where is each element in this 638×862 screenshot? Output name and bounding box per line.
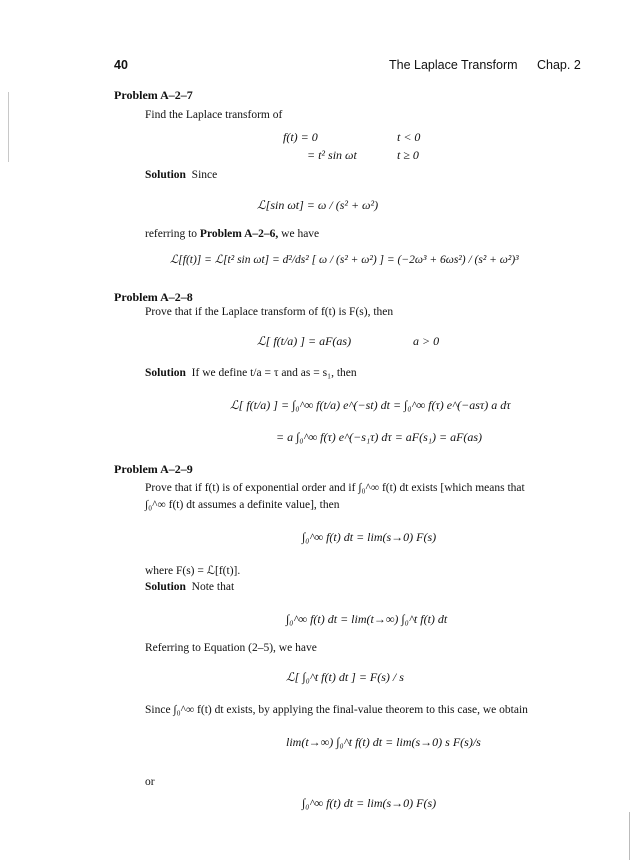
equation-condition: t ≥ 0	[397, 148, 419, 162]
solution-text: Note that	[191, 581, 235, 593]
equation: ∫₀^∞ f(t) dt = lim(t→∞) ∫₀^t f(t) dt	[286, 612, 448, 626]
equation-condition: a > 0	[413, 334, 440, 348]
equation: ℒ[sin ωt] = ω / (s² + ω²)	[257, 198, 379, 212]
equation: ℒ[ ∫₀^t f(t) dt ] = F(s) / s	[286, 670, 404, 684]
equation: ℒ[ f(t/a) ] = ∫₀^∞ f(t/a) e^(−st) dt = ∫₀^∞ f(τ) e^(−asτ) a dτ	[230, 398, 511, 412]
scan-margin-line	[8, 92, 9, 162]
problem-statement: Prove that if the Laplace transform of f(t) is F(s), then	[145, 306, 394, 318]
equation: ℒ[ f(t/a) ] = aF(as)	[257, 334, 352, 348]
equation-condition: t < 0	[397, 130, 421, 144]
problem-heading: Problem A–2–7	[114, 88, 193, 102]
where-line: where F(s) = ℒ[f(t)].	[145, 565, 241, 577]
equation: = t² sin ωt	[307, 148, 357, 162]
running-title: The Laplace Transform	[389, 58, 518, 72]
solution-label: Solution	[145, 581, 186, 593]
equation: ∫₀^∞ f(t) dt = lim(s→0) F(s)	[302, 530, 437, 544]
problem-statement: Prove that if f(t) is of exponential order and if ∫₀^∞ f(t) dt exists [which means that	[145, 482, 525, 494]
chapter-label: Chap. 2	[537, 58, 581, 72]
solution-line	[145, 169, 217, 181]
problem-heading: Problem A–2–9	[114, 462, 193, 476]
equation: f(t) = 0	[283, 130, 318, 144]
solution-line	[145, 367, 357, 379]
referring-ref: Problem A–2–6,	[199, 228, 279, 240]
or-line: or	[145, 776, 155, 788]
referring-prefix: referring to	[145, 228, 198, 240]
problem-statement: Find the Laplace transform of	[145, 109, 283, 121]
solution-text: Since	[191, 169, 218, 181]
scan-margin-line-right	[629, 812, 630, 860]
page-number: 40	[114, 58, 128, 72]
equation: ℒ[f(t)] = ℒ[t² sin ωt] = d²/ds² [ ω / (s² + ω²) ] = (−2ω³ + 6ωs²) / (s² + ω²)³	[170, 254, 519, 266]
solution-label: Solution	[145, 367, 186, 379]
equation: lim(t→∞) ∫₀^t f(t) dt = lim(s→0) s F(s)/s	[286, 735, 481, 749]
since-line: Since ∫₀^∞ f(t) dt exists, by applying the final-value theorem to this case, we obtain	[145, 704, 528, 716]
solution-label: Solution	[145, 169, 186, 181]
equation: ∫₀^∞ f(t) dt = lim(s→0) F(s)	[302, 796, 437, 810]
problem-heading: Problem A–2–8	[114, 290, 193, 304]
equation: = a ∫₀^∞ f(τ) e^(−s₁τ) dτ = aF(s₁) = aF(as)	[276, 430, 483, 444]
solution-line	[145, 581, 234, 593]
referring-suffix: we have	[281, 228, 320, 240]
solution-text: If we define t/a = τ and as = s₁, then	[191, 367, 357, 379]
problem-statement: ∫₀^∞ f(t) dt assumes a definite value], then	[145, 499, 340, 511]
referring-line: Referring to Equation (2–5), we have	[145, 642, 317, 654]
referring-line	[145, 228, 319, 240]
